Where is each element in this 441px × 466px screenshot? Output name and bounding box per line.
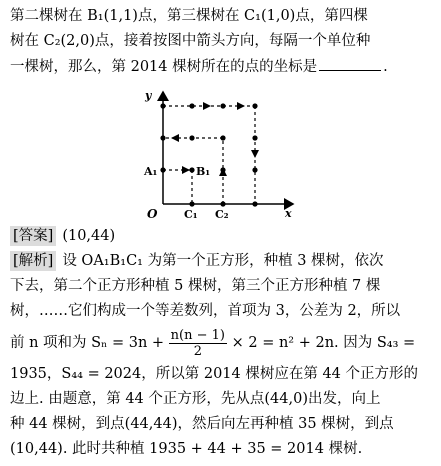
origin-label: O — [147, 207, 158, 221]
sum-fraction — [169, 328, 227, 359]
arrow-down-icon — [251, 150, 259, 158]
answer-value: (10,44) — [62, 228, 116, 244]
tree-point — [252, 201, 257, 206]
question-line-3 — [10, 56, 435, 77]
fraction-numerator: n(n − 1) — [170, 327, 225, 343]
direction-arrows — [171, 102, 259, 176]
solution-line-8: (10,44). 此时共种植 1935 + 44 + 35 = 2014 棵树. — [10, 441, 363, 457]
tree-point — [160, 167, 165, 172]
tree-path — [163, 106, 255, 204]
solution-line-6: 边上. 由题意，第 44 个正方形，先从点(44,0)出发，向上 — [10, 391, 381, 407]
tree-point — [252, 167, 257, 172]
point-label-c2: C₂ — [215, 208, 229, 221]
solution-line-4 — [10, 326, 435, 360]
sum-formula-post: × 2 = n² + 2n. 因为 S₄₃ = — [231, 335, 416, 351]
tree-point — [189, 201, 194, 206]
point-label-c1: C₁ — [184, 208, 198, 221]
question-line-3-end: . — [383, 59, 388, 75]
question-line-1: 第二棵树在 B₁(1,1)点，第三棵树在 C₁(1,0)点，第四棵 — [10, 8, 368, 24]
answer-tag: [答案] — [10, 226, 56, 246]
tree-point — [252, 135, 257, 140]
solution-line-3: 树，……它们构成一个等差数列，首项为 3，公差为 2，所以 — [10, 303, 401, 319]
x-axis-label: x — [285, 207, 292, 220]
answer-line — [10, 226, 435, 246]
tree-point — [252, 103, 257, 108]
tree-point — [189, 135, 194, 140]
solution-line-5: 1935，S₄₄ = 2024，所以第 2014 棵树应在第 44 个正方形的 — [10, 366, 419, 382]
solution-tag: [解析] — [10, 251, 56, 271]
solution-line-7: 种 44 棵树，到点(44,44)，然后向左再种植 35 棵树，到点 — [10, 416, 394, 432]
tree-point — [220, 135, 225, 140]
sum-formula-pre: 前 n 项和为 Sₙ = 3n + — [10, 335, 165, 351]
coordinate-figure — [135, 86, 305, 226]
tree-point — [220, 201, 225, 206]
arrow-right-icon — [203, 102, 211, 110]
tree-point — [189, 103, 194, 108]
point-label-b1: B₁ — [196, 165, 211, 178]
tree-point — [220, 167, 225, 172]
tree-point — [220, 103, 225, 108]
tree-point — [160, 135, 165, 140]
question-line-3-text: 一棵树，那么，第 2014 棵树所在的点的坐标是 — [10, 59, 318, 75]
arrow-left-icon — [171, 134, 179, 142]
point-label-a1: A₁ — [144, 165, 158, 178]
answer-blank — [319, 56, 381, 71]
question-line-2: 树在 C₂(2,0)点，接着按图中箭头方向，每隔一个单位种 — [10, 33, 371, 49]
solution-text-1: 设 OA₁B₁C₁ 为第一个正方形，种植 3 棵树，依次 — [62, 253, 384, 269]
solution-line-2: 下去，第二个正方形种植 5 棵树，第三个正方形种植 7 棵 — [10, 278, 381, 294]
solution-line-1 — [10, 251, 435, 271]
tree-points — [160, 103, 257, 206]
arrow-right-icon — [182, 166, 190, 174]
fraction-denominator: 2 — [193, 343, 202, 359]
tree-point — [160, 103, 165, 108]
y-axis-label: y — [145, 89, 152, 102]
arrow-right-icon — [237, 102, 245, 110]
tree-point — [189, 167, 194, 172]
